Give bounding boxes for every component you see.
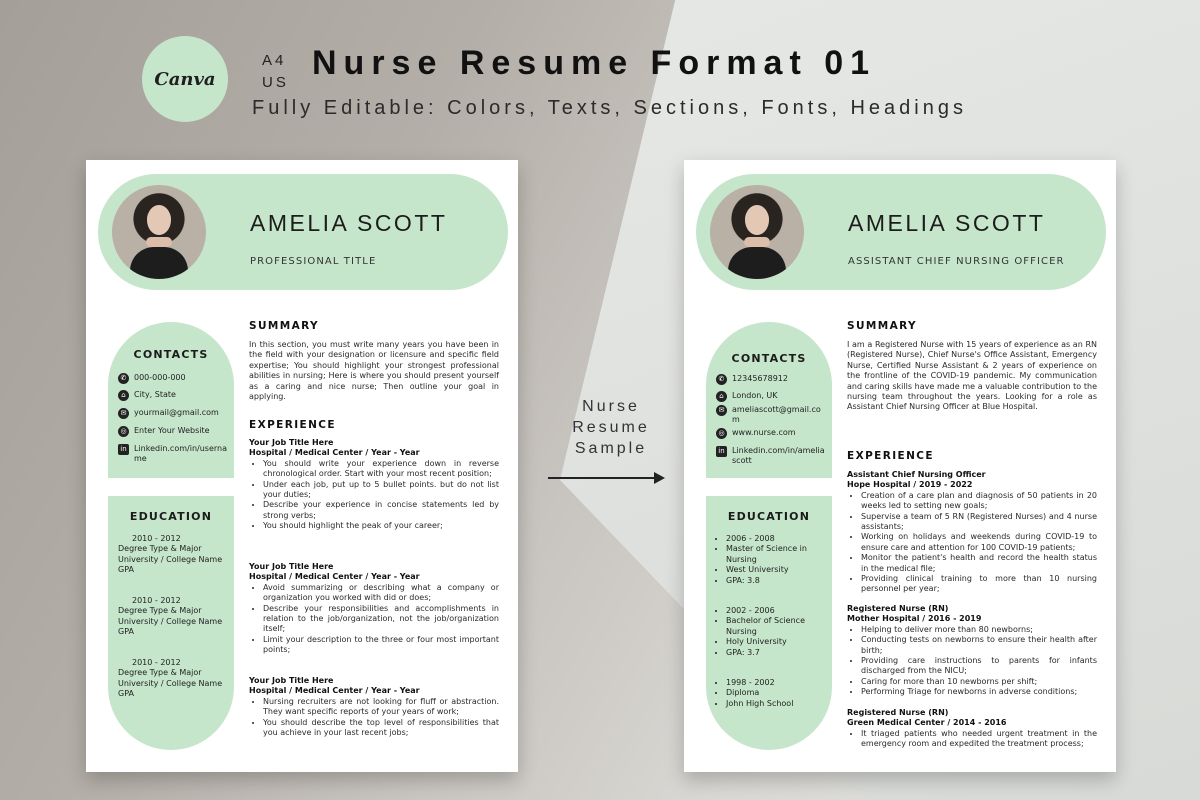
contact-website: ◎ www.nurse.com <box>716 428 828 439</box>
education-entry: • 1998 - 2002 • Diploma • John High School <box>716 678 830 709</box>
contact-location: ⌂ City, State <box>118 390 230 401</box>
size-us: US <box>262 74 289 91</box>
summary-text: In this section, you must write many years you have been in the field with your designation or licensure and specific field expertise; You should highlight your strongest professional abilities in nursing; Here is where you should present yourself as a caring and nice nurse; Then outline your goal in applying. <box>249 340 499 402</box>
resume-header <box>98 174 508 290</box>
experience-heading: EXPERIENCE <box>249 419 336 431</box>
summary-heading: SUMMARY <box>847 320 918 332</box>
contact-phone: ✆ 12345678912 <box>716 374 828 385</box>
contacts-panel <box>108 322 234 478</box>
size-a4: A4 <box>262 52 287 69</box>
globe-icon: ◎ <box>118 426 129 437</box>
contacts-panel <box>706 322 832 478</box>
job-entry: Registered Nurse (RN) Green Medical Center / 2014 - 2016 • It triaged patients who needed urgent treatment in the emergency room and expedited the treatment process; <box>847 708 1097 750</box>
education-heading: EDUCATION <box>727 510 811 523</box>
contacts-heading: CONTACTS <box>731 352 807 365</box>
summary-text: I am a Registered Nurse with 15 years of experience as an RN (Registered Nurse), Chief Nurse's Office Assistant, Emergency Nurse, Certified Nurse Assistant & 2 years of experience on the frontline of the COVID-19 pandemic. My communication and caring skills have made me a valuable contribution to the nursing team throughout the years. Looking for a role as Assistant Chief Nursing Officer at Blue Hospital. <box>847 340 1097 412</box>
contact-phone: ✆ 000-000-000 <box>118 373 230 384</box>
mail-icon: ✉ <box>716 405 727 416</box>
phone-icon: ✆ <box>716 374 727 385</box>
profile-photo <box>112 185 206 279</box>
job-entry: Your Job Title Here Hospital / Medical Center / Year - Year • You should write your experience down in reverse chronological order. Start with your most recent position; • Under each job, put up to 5 bullet points. but do not list your duties; • Describe your experience in concise statements led by strong verbs; • You should highlight the peak of your career; <box>249 438 499 532</box>
contact-linkedin: in Linkedin.com/in/ameliascott <box>716 446 828 466</box>
canva-logo: Canva <box>142 36 228 122</box>
resume-name: AMELIA SCOTT <box>848 210 1046 236</box>
contact-website: ◎ Enter Your Website <box>118 426 230 437</box>
education-entry: 2010 - 2012 Degree Type & Major University / College Name GPA <box>118 596 223 637</box>
education-panel <box>108 496 234 750</box>
education-entry: 2010 - 2012 Degree Type & Major University / College Name GPA <box>118 658 223 699</box>
globe-icon: ◎ <box>716 428 727 439</box>
page-title: Nurse Resume Format 01 <box>312 44 877 82</box>
education-entry: • 2006 - 2008 • Master of Science in Nursing • West University • GPA: 3.8 <box>716 534 830 586</box>
profile-photo <box>710 185 804 279</box>
experience-heading: EXPERIENCE <box>847 450 934 462</box>
contact-email: ✉ ameliascott@gmail.com <box>716 405 828 425</box>
home-icon: ⌂ <box>716 391 727 402</box>
arrow-right-icon <box>654 472 665 484</box>
resume-name: AMELIA SCOTT <box>250 210 448 236</box>
contact-location: ⌂ London, UK <box>716 391 828 402</box>
contact-email: ✉ yourmail@gmail.com <box>118 408 230 419</box>
phone-icon: ✆ <box>118 373 129 384</box>
job-entry: Assistant Chief Nursing Officer Hope Hospital / 2019 - 2022 • Creation of a care plan and diagnosis of 50 patients in 20 weeks led to setting new goals; • Supervise a team of 5 RN (Registered Nurses) and 4 nurse assistants; • Working on holidays and weekends during COVID-19 to ensure care and attention for 100 COVID-19 patients; • Monitor the patient's health and record the health status in the medical file; • Providing clinical training to more than 10 nursing personnel per year; <box>847 470 1097 595</box>
job-entry: Registered Nurse (RN) Mother Hospital / 2016 - 2019 • Helping to deliver more than 80 newborns; • Conducting tests on newborns to ensure their health after birth; • Providing care instructions to parents for infants discharged from the NICU; • Caring for more than 10 newborns per shift; • Performing Triage for newborns in adverse conditions; <box>847 604 1097 698</box>
job-entry: Your Job Title Here Hospital / Medical Center / Year - Year • Avoid summarizing or describing what a company or organization you worked with did or does; • Describe your responsibilities and accomplishments in relation to the job/organization, not the job/organization itself; • Limit your description to the three or four most important points; <box>249 562 499 656</box>
home-icon: ⌂ <box>118 390 129 401</box>
arrow-line <box>548 477 656 479</box>
education-entry: • 2002 - 2006 • Bachelor of Science Nursing • Holy University • GPA: 3.7 <box>716 606 830 658</box>
education-heading: EDUCATION <box>129 510 213 523</box>
resume-title: ASSISTANT CHIEF NURSING OFFICER <box>848 256 1065 267</box>
paper-sizes <box>262 50 289 94</box>
contact-linkedin: in Linkedin.com/in/username <box>118 444 230 464</box>
job-entry: Your Job Title Here Hospital / Medical Center / Year - Year • Nursing recruiters are not looking for fluff or abstraction. They want specific reports of your years of work; • You should describe the top level of responsibilities that you achieve in your last recent jobs; <box>249 676 499 738</box>
linkedin-icon: in <box>716 446 727 457</box>
summary-heading: SUMMARY <box>249 320 320 332</box>
resume-template-left <box>86 160 518 772</box>
mail-icon: ✉ <box>118 408 129 419</box>
sample-label: Nurse Resume Sample <box>572 398 650 457</box>
resume-sample-right <box>684 160 1116 772</box>
resume-title: PROFESSIONAL TITLE <box>250 256 377 267</box>
linkedin-icon: in <box>118 444 129 455</box>
page-subtitle: Fully Editable: Colors, Texts, Sections, Fonts, Headings <box>252 97 967 119</box>
education-entry: 2010 - 2012 Degree Type & Major University / College Name GPA <box>118 534 223 575</box>
contacts-heading: CONTACTS <box>133 348 209 361</box>
education-panel <box>706 496 832 750</box>
resume-header <box>696 174 1106 290</box>
